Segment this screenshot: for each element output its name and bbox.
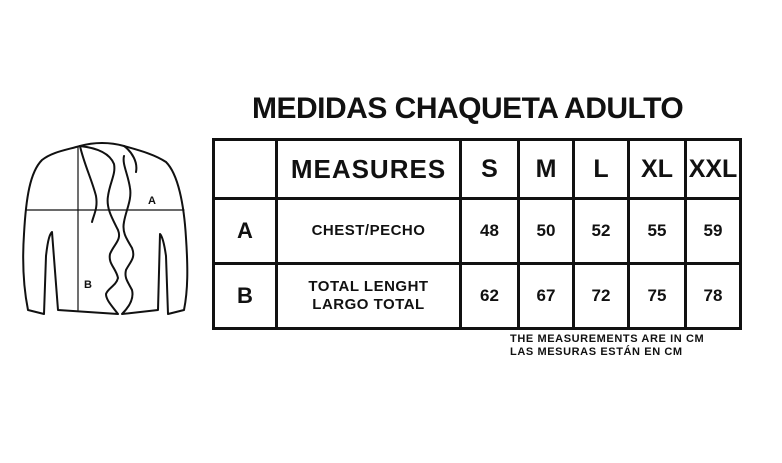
table-row	[214, 264, 741, 329]
row-letter-a: A	[214, 199, 277, 264]
diagram-label-a: A	[148, 195, 156, 207]
size-chart-table	[212, 138, 742, 330]
row-label-line: LARGO TOTAL	[312, 296, 425, 313]
jacket-right-outline	[122, 146, 187, 314]
header-size-m: M	[519, 140, 574, 199]
units-note-es: LAS MESURAS ESTÁN EN CM	[510, 346, 683, 358]
table-cell: 59	[686, 199, 741, 264]
header-size-s: S	[461, 140, 519, 199]
header-size-l: L	[574, 140, 629, 199]
table-cell: 55	[629, 199, 686, 264]
header-measures: MEASURES	[277, 140, 461, 199]
row-label-length	[277, 264, 461, 329]
table-cell: 62	[461, 264, 519, 329]
table-cell: 52	[574, 199, 629, 264]
header-empty-cell	[214, 140, 277, 199]
row-letter-b: B	[214, 264, 277, 329]
table-cell: 75	[629, 264, 686, 329]
jacket-neckline	[80, 143, 124, 146]
jacket-left-outline	[23, 146, 119, 314]
jacket-collar-left	[80, 146, 97, 222]
units-note	[510, 333, 704, 359]
table-row	[214, 199, 741, 264]
units-note-en: THE MEASUREMENTS ARE IN CM	[510, 333, 705, 345]
header-size-xl: XL	[629, 140, 686, 199]
row-label-line: CHEST/PECHO	[311, 222, 426, 239]
table-cell: 50	[519, 199, 574, 264]
table-header-row	[214, 140, 741, 199]
table-cell: 78	[686, 264, 741, 329]
header-size-xxl: XXL	[686, 140, 741, 199]
row-label-chest	[277, 199, 461, 264]
page-title: MEDIDAS CHAQUETA ADULTO	[252, 92, 684, 125]
diagram-label-b: B	[84, 279, 92, 291]
table-cell: 67	[519, 264, 574, 329]
row-label-line: TOTAL LENGHT	[308, 278, 429, 295]
jacket-diagram	[22, 138, 197, 323]
table-cell: 72	[574, 264, 629, 329]
table-cell: 48	[461, 199, 519, 264]
